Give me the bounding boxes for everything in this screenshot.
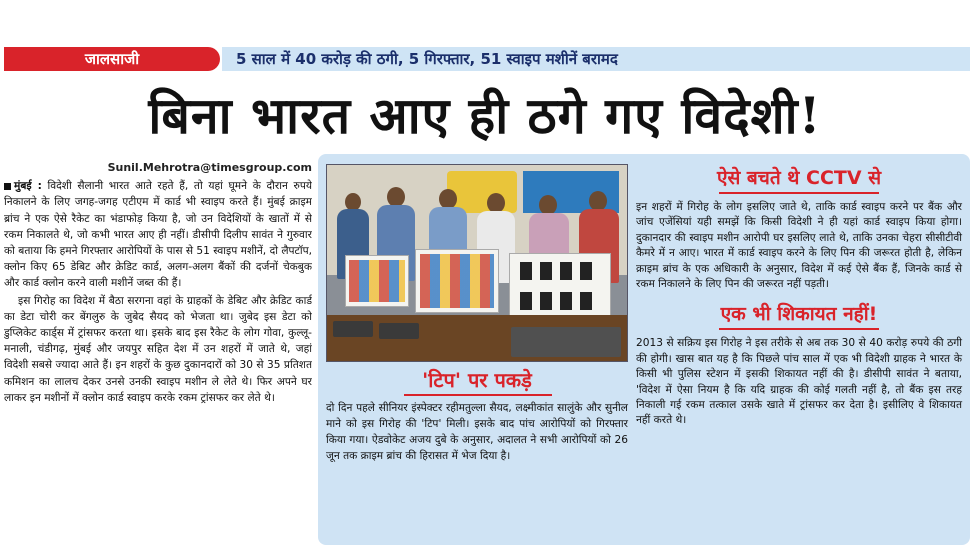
cards-board-2 bbox=[415, 249, 499, 313]
subhead-tip: 'टिप' पर पकड़े bbox=[422, 368, 532, 392]
card bbox=[560, 262, 572, 280]
person-head bbox=[589, 191, 607, 211]
right-column bbox=[636, 164, 962, 433]
subhead-underline bbox=[404, 394, 552, 396]
press-conference-photo bbox=[326, 164, 628, 362]
card bbox=[560, 292, 572, 310]
cards-board-3 bbox=[509, 253, 611, 321]
card bbox=[540, 262, 552, 280]
subhead-underline bbox=[719, 192, 879, 194]
bullet-square-icon bbox=[4, 183, 11, 190]
swipe-machine bbox=[333, 321, 373, 337]
cards-board-1 bbox=[345, 255, 409, 307]
card bbox=[580, 292, 592, 310]
person-head bbox=[487, 193, 505, 213]
card-grid bbox=[349, 260, 405, 302]
dateline: मुंबई : bbox=[14, 180, 42, 193]
card bbox=[520, 262, 532, 280]
card-grid bbox=[420, 254, 494, 308]
left-column bbox=[4, 160, 312, 540]
top-strip bbox=[0, 0, 970, 72]
person-head bbox=[439, 189, 457, 209]
card bbox=[580, 262, 592, 280]
lead-text: विदेशी सैलानी भारत आते रहते हैं, तो यहां घूमने के दौरान रुपये निकालने के लिए जगह-जगह एटीएम में कार्ड भी स्वाइप करते हैं। मुंबई क्राइम ब्रांच ने एक ऐसे रैकेट का भंडाफोड़ किया है, जो उन विदेशियों के खातों में से रकम निकालते थे, जो कभी भारत आए ही नहीं। डीसीपी दिलीप सावंत ने गुरुवार को बताया कि हमने गिरफ्तार आरोपियों के पास से 51 स्वाइप मशीनें, दो लैपटॉप, क्लोन किए 65 डेबिट और क्रेडिट कार्ड, अलग-अलग बैंकों की दर्जनों चेकबुक और कार्ड क्लोन करने वाली मशीनें जब्त की हैं। bbox=[4, 180, 312, 290]
feature-panel bbox=[318, 154, 970, 545]
subhead-no-complaint: एक भी शिकायत नहीं! bbox=[720, 303, 878, 326]
swipe-machine bbox=[379, 323, 419, 339]
headline: बिना भारत आए ही ठगे गए विदेशी! bbox=[148, 86, 822, 145]
cctv-text: इन शहरों में गिरोह के लोग इसलिए जाते थे, ताकि कार्ड स्वाइप करने पर बैंक और जांच एजेंसियां यही समझें कि किसी विदेशी ने ही यहां कार्ड स्वाइप किया होगा। दुकानदार की स्वाइप मशीन आरोपी घर इसलिए लाते थे, ताकि उनका चेहरा सीसीटीवी कैमरे में न आए। भारत में कार्ड स्वाइप करने के लिए पिन की जरूरत होती है, लेकिन क्राइम ब्रांच के एक अधिकारी के अनुसार, विदेश में कई ऐसे बैंक हैं, जिनके कार्ड से रकम निकालने के लिए पिन की जरूरत नहीं पड़ती। bbox=[636, 201, 962, 291]
swipe-machines-pile bbox=[511, 327, 621, 357]
tip-text: दो दिन पहले सीनियर इंस्पेक्टर रहीमतुल्ला सैयद, लक्ष्मीकांत सालुंके और सुनील माने को इस गिरोह की 'टिप' मिली। इसके बाद पांच आरोपियों को गिरफ्तार किया गया। ऐडवोकेट अजय दुबे के अनुसार, अदालत ने सभी आरोपियों को 26 जून तक क्राइम ब्रांच की हिरासत में भेज दिया है। bbox=[326, 402, 628, 462]
card bbox=[520, 292, 532, 310]
person-head bbox=[539, 195, 557, 215]
section-tag: जालसाजी bbox=[4, 47, 220, 71]
lead-paragraph bbox=[4, 178, 312, 291]
subhead-underline bbox=[719, 328, 879, 330]
no-complaint-text: 2013 से सक्रिय इस गिरोह ने इस तरीके से अब तक 30 से 40 करोड़ रुपये की ठगी की होगी। खास बात यह है कि पिछले पांच साल में एक भी विदेशी ग्राहक ने भारत के किसी भी पुलिस स्टेशन में इसकी शिकायत नहीं की है। डीसीपी सावंत ने बताया, 'विदेश में ऐसा नियम है कि यदि ग्राहक की कोई गलती नहीं है, तो बैंक इस तरह निकाली गई रकम तत्काल उसके खाते में ट्रांसफर कर देता है। इसीलिए वे शिकायत नहीं करते थे। bbox=[636, 337, 962, 427]
byline: Sunil.Mehrotra@timesgroup.com bbox=[107, 161, 312, 174]
second-paragraph: इस गिरोह का विदेश में बैठा सरगना वहां के ग्राहकों के डेबिट और क्रेडिट कार्ड का डेटा चोरी कर बेंगलुरु के जुबेद सैयद को भेजता था। जुबेद इस डेटा को डुप्लिकेट कार्ड्स में ट्रांसफर करता था। इसके बाद इस रैकेट के लोग गोवा, कुल्लू-मनाली, चंडीगढ़, मुंबई और जयपुर सहित देश में उन शहरों में जाते थे, जहां विदेशी सबसे ज्यादा आते हैं। इन शहरों के कुछ दुकानदारों को 30 से 35 प्रतिशत कमिशन का लालच देकर उनसे उनकी स्वाइप मशीन ले लेते थे। फिर अपने घर लाकर इन मशीनों में क्लोन कार्ड स्वाइप करके रकम ट्रांसफर कर लेते थे। bbox=[4, 294, 312, 404]
strapline: 5 साल में 40 करोड़ की ठगी, 5 गिरफ्तार, 51 स्वाइप मशीनें बरामद bbox=[222, 47, 970, 71]
person-head bbox=[387, 187, 405, 207]
subhead-cctv: ऐसे बचते थे CCTV से bbox=[716, 167, 882, 189]
card bbox=[540, 292, 552, 310]
